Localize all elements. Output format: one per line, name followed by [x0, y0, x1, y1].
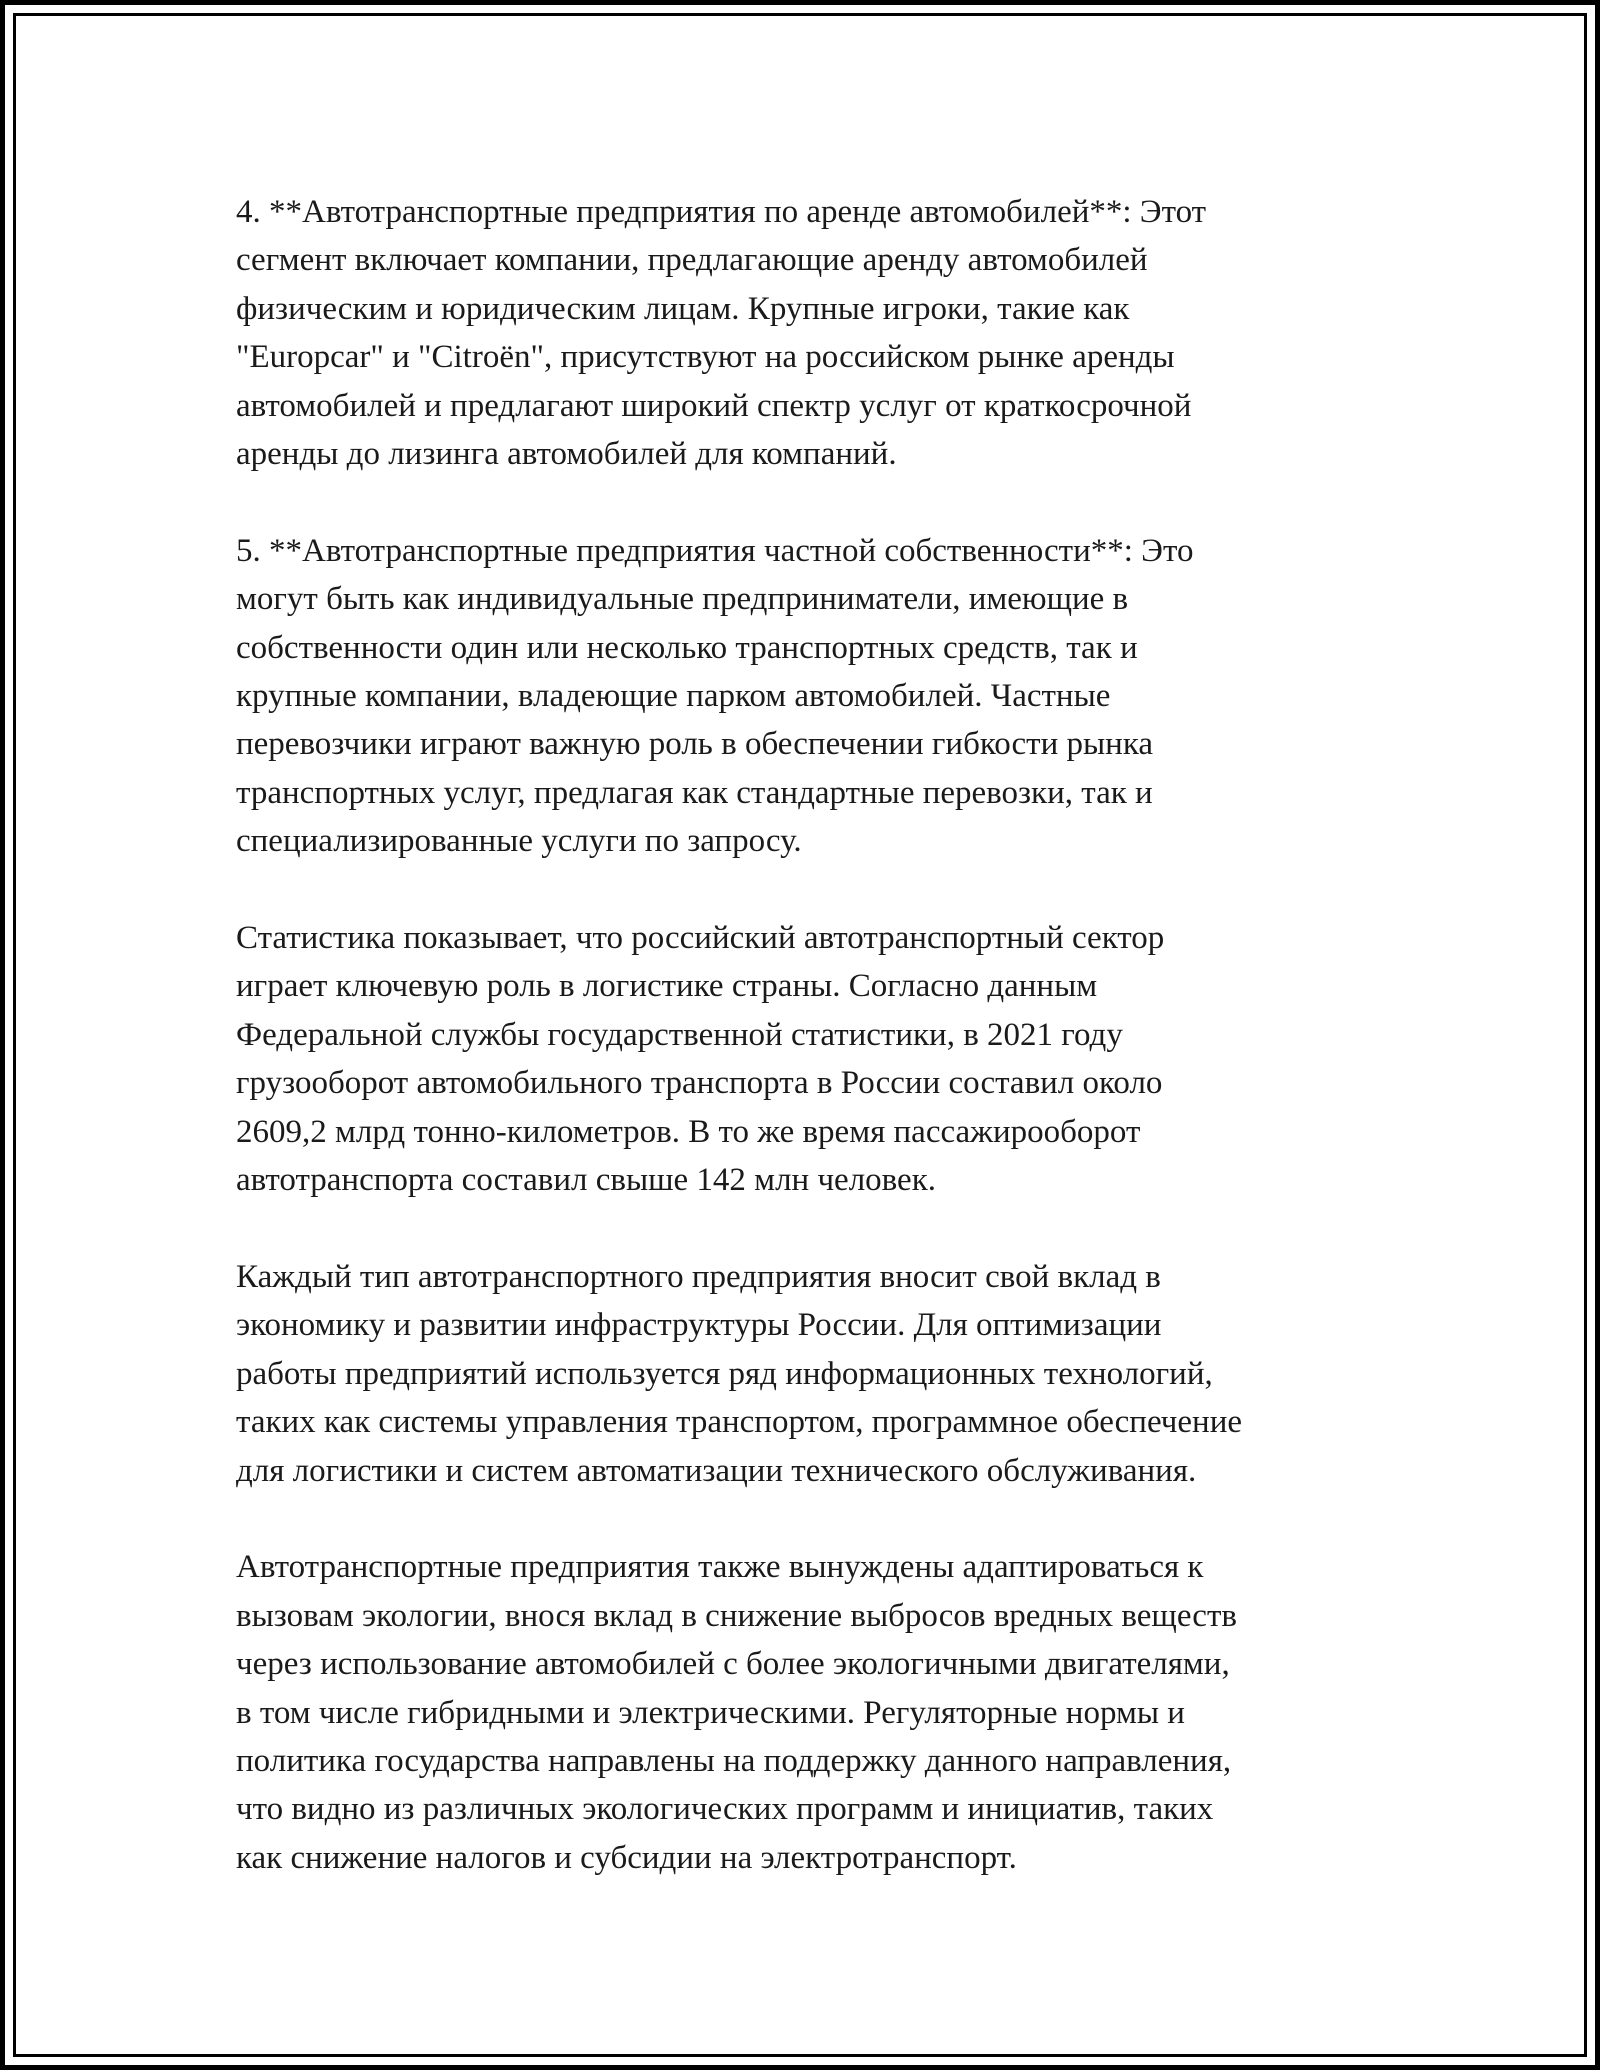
text-line: таких как системы управления транспортом, программное обеспечение — [236, 1404, 1243, 1441]
text-line: автотранспорта составил свыше 142 млн человек. — [236, 1162, 936, 1199]
text-line: крупные компании, владеющие парком автомобилей. Частные — [236, 678, 1111, 715]
paragraph-ecology — [236, 1543, 1386, 1882]
text-line: что видно из различных экологических программ и инициатив, таких — [236, 1791, 1214, 1828]
text-line: в том числе гибридными и электрическими. Регуляторные нормы и — [236, 1694, 1185, 1731]
text-line: сегмент включает компании, предлагающие аренду автомобилей — [236, 242, 1148, 279]
text-line: для логистики и систем автоматизации технического обслуживания. — [236, 1452, 1197, 1489]
text-line: 5. **Автотранспортные предприятия частной собственности**: Это — [236, 532, 1194, 569]
text-line: через использование автомобилей с более экологичными двигателями, — [236, 1646, 1230, 1683]
text-line: собственности один или несколько транспортных средств, так и — [236, 629, 1138, 666]
text-line: вызовам экологии, внося вклад в снижение выбросов вредных веществ — [236, 1597, 1237, 1634]
text-line: автомобилей и предлагают широкий спектр услуг от краткосрочной — [236, 387, 1192, 424]
text-line: как снижение налогов и субсидии на электротранспорт. — [236, 1839, 1017, 1876]
text-line: экономику и развитии инфраструктуры России. Для оптимизации — [236, 1307, 1162, 1344]
text-line: Федеральной службы государственной статистики, в 2021 году — [236, 1016, 1123, 1053]
text-line: Каждый тип автотранспортного предприятия вносит свой вклад в — [236, 1258, 1161, 1295]
text-line: перевозчики играют важную роль в обеспечении гибкости рынка — [236, 726, 1154, 763]
paragraph-statistics — [236, 914, 1386, 1204]
paragraph-it-technologies — [236, 1253, 1386, 1495]
text-line: работы предприятий используется ряд информационных технологий, — [236, 1355, 1213, 1392]
text-line: 2609,2 млрд тонно-километров. В то же время пассажирооборот — [236, 1113, 1141, 1150]
text-line: Статистика показывает, что российский автотранспортный сектор — [236, 920, 1165, 957]
text-line: играет ключевую роль в логистике страны. Согласно данным — [236, 968, 1098, 1005]
paragraph-private-enterprises — [236, 527, 1386, 866]
text-line: специализированные услуги по запросу. — [236, 823, 802, 860]
text-line: "Europcar" и "Citroën", присутствуют на российском рынке аренды — [236, 339, 1175, 376]
text-line: политика государства направлены на поддержку данного направления, — [236, 1742, 1232, 1779]
text-line: транспортных услуг, предлагая как стандартные перевозки, так и — [236, 774, 1153, 811]
text-line: могут быть как индивидуальные предприниматели, имеющие в — [236, 581, 1129, 618]
document-body — [236, 188, 1386, 1931]
text-line: Автотранспортные предприятия также вынуждены адаптироваться к — [236, 1549, 1204, 1586]
text-line: грузооборот автомобильного транспорта в России составил около — [236, 1065, 1163, 1102]
text-line: аренды до лизинга автомобилей для компаний. — [236, 436, 897, 473]
paragraph-rental-enterprises — [236, 188, 1386, 478]
text-line: физическим и юридическим лицам. Крупные игроки, такие как — [236, 290, 1130, 327]
text-line: 4. **Автотранспортные предприятия по аренде автомобилей**: Этот — [236, 194, 1207, 230]
